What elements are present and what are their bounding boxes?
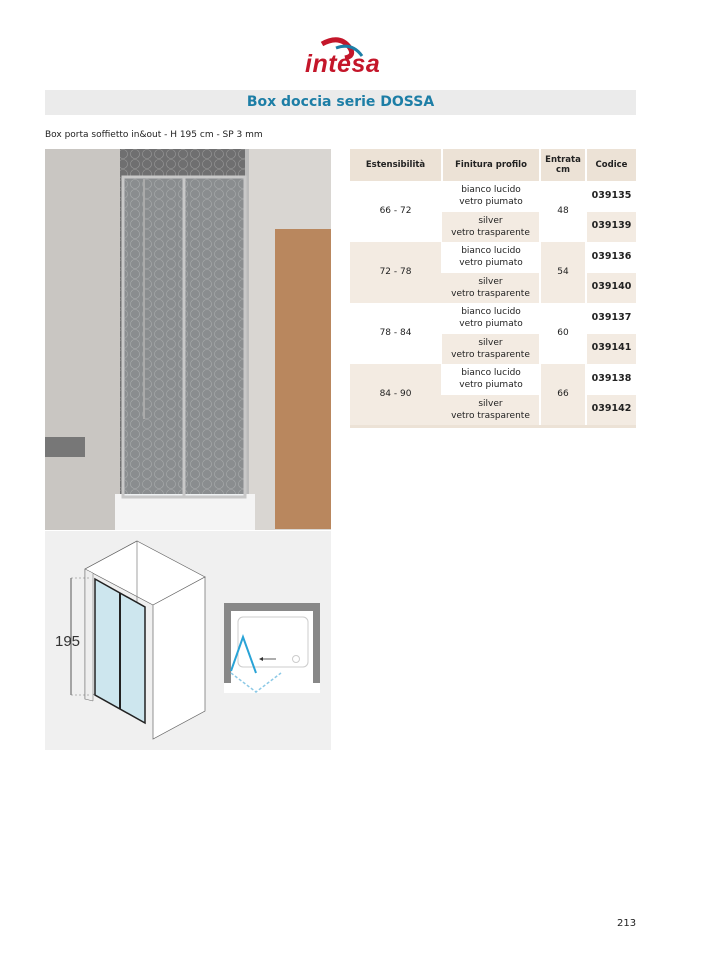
shower-photo xyxy=(45,149,331,530)
estensibilita-cell: 78 - 84 xyxy=(350,303,442,364)
codice-cell: 039136 xyxy=(586,242,636,273)
finitura-cell: bianco lucido vetro piumato xyxy=(442,242,540,273)
codice-cell: 039138 xyxy=(586,364,636,395)
header-entrata: Entrata cm xyxy=(540,149,586,181)
header-codice: Codice xyxy=(586,149,636,181)
table-row xyxy=(350,242,636,273)
finitura-cell: silver vetro trasparente xyxy=(442,212,540,243)
codice-cell: 039139 xyxy=(586,212,636,243)
codice-cell: 039141 xyxy=(586,334,636,365)
entrata-cell: 66 xyxy=(540,364,586,425)
entrata-cell: 60 xyxy=(540,303,586,364)
height-label: 195 xyxy=(55,633,81,650)
entrata-cell: 48 xyxy=(540,181,586,242)
estensibilita-cell: 84 - 90 xyxy=(350,364,442,425)
header-finitura: Finitura profilo xyxy=(442,149,540,181)
finitura-cell: silver vetro trasparente xyxy=(442,395,540,426)
brand-logo: intesa xyxy=(305,50,381,78)
codice-cell: 039142 xyxy=(586,395,636,426)
table-row xyxy=(350,303,636,334)
finitura-cell: bianco lucido vetro piumato xyxy=(442,181,540,212)
finitura-cell: bianco lucido vetro piumato xyxy=(442,303,540,334)
header-estensibilita: Estensibilità xyxy=(350,149,442,181)
estensibilita-cell: 72 - 78 xyxy=(350,242,442,303)
codice-cell: 039140 xyxy=(586,273,636,304)
finitura-cell: silver vetro trasparente xyxy=(442,334,540,365)
finitura-cell: silver vetro trasparente xyxy=(442,273,540,304)
technical-diagram xyxy=(45,531,331,750)
page-number: 213 xyxy=(617,918,637,929)
entrata-cell: 54 xyxy=(540,242,586,303)
table-bottom-rule xyxy=(350,425,636,428)
table-row xyxy=(350,364,636,395)
estensibilita-cell: 66 - 72 xyxy=(350,181,442,242)
product-table xyxy=(350,149,636,425)
product-subtitle: Box porta soffietto in&out - H 195 cm - SP 3 mm xyxy=(45,130,263,140)
finitura-cell: bianco lucido vetro piumato xyxy=(442,364,540,395)
page-title: Box doccia serie DOSSA xyxy=(45,90,636,115)
codice-cell: 039137 xyxy=(586,303,636,334)
codice-cell: 039135 xyxy=(586,181,636,212)
table-row xyxy=(350,181,636,212)
